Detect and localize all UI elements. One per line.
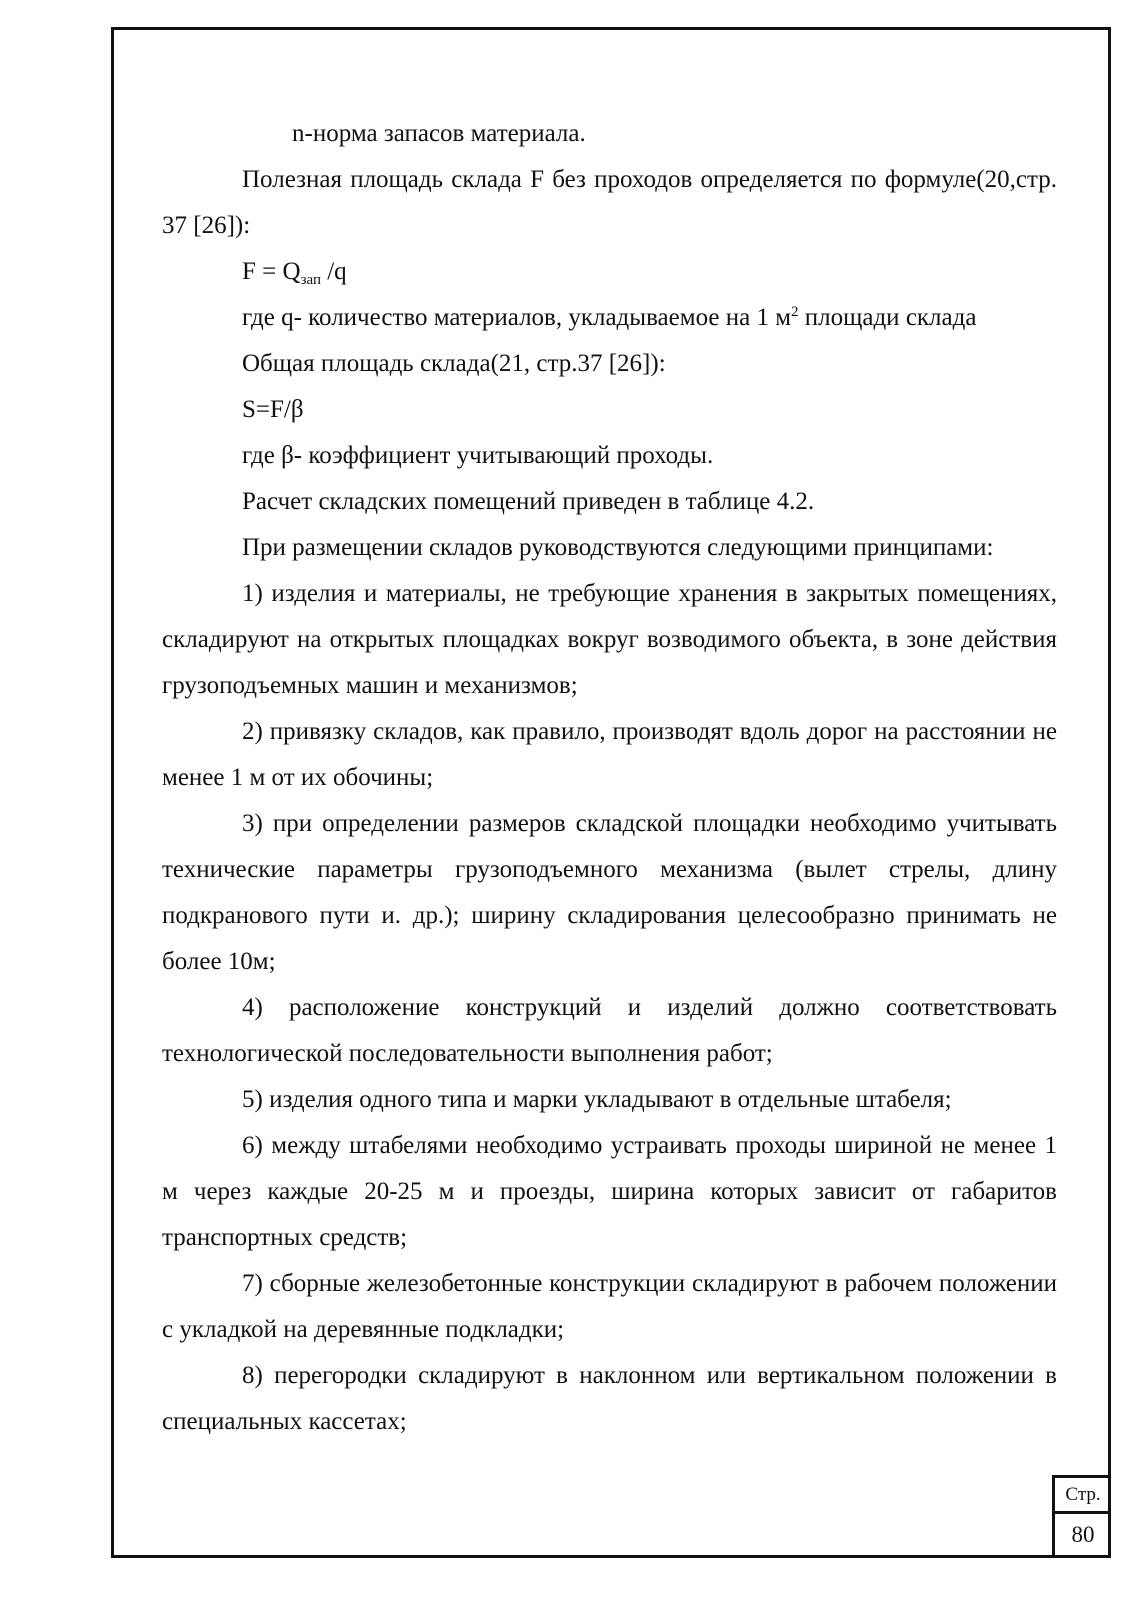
formula-text: /q — [320, 258, 347, 285]
paragraph: n-норма запасов материала. — [292, 120, 586, 147]
formula-subscript: зап — [300, 272, 321, 288]
list-item: 5) изделия одного типа и марки укладывают в отдельные штабеля; — [242, 1086, 952, 1113]
paragraph: где β- коэффициент учитывающий проходы. — [242, 442, 714, 469]
list-item: 2) привязку складов, как правило, производят вдоль дорог на расстоянии не менее 1 м от их обочины; — [162, 718, 1057, 791]
list-item: 4) расположение конструкций и изделий должно соответствовать технологической последовательности выполнения работ; — [162, 994, 1057, 1067]
paragraph: При размещении складов руководствуются следующими принципами: — [242, 534, 994, 561]
list-item: 6) между штабелями необходимо устраивать проходы шириной не менее 1 м через каждые 20-25 м и проезды, ширина которых зависит от габаритов транспортных средств; — [162, 1132, 1057, 1251]
paragraph — [162, 295, 1057, 341]
list-item: 7) сборные железобетонные конструкции складируют в рабочем положении с укладкой на деревянные подкладки; — [162, 1270, 1057, 1343]
paragraph: Расчет складских помещений приведен в таблице 4.2. — [242, 488, 815, 515]
paragraph: Общая площадь склада(21, стр.37 [26]): — [242, 350, 666, 377]
formula-total-area: S=F/β — [242, 396, 304, 423]
list-item: 3) при определении размеров складской площадки необходимо учитывать технические параметры грузоподъемного механизма (вылет стрелы, длину подкранового пути и. др.); ширину складирования целесообразно принимать не более 10м; — [162, 810, 1057, 975]
page-number: 80 — [1071, 1522, 1095, 1547]
list-item: 1) изделия и материалы, не требующие хранения в закрытых помещениях, складируют на открытых площадках вокруг возводимого объекта, в зоне действия грузоподъемных машин и механизмов; — [162, 580, 1057, 699]
page-number-stamp — [1052, 1475, 1111, 1558]
paragraph-text: площади склада — [798, 304, 977, 331]
paragraph: Полезная площадь склада F без проходов определяется по формуле(20,стр. 37 [26]): — [162, 166, 1057, 239]
paragraph-text: где q- количество материалов, укладываемое на 1 м — [242, 304, 792, 331]
list-item: 8) перегородки складируют в наклонном или вертикальном положении в специальных кассетах; — [162, 1362, 1057, 1435]
formula-area — [162, 249, 1057, 295]
page-label: Стр. — [1055, 1478, 1111, 1514]
superscript: 2 — [791, 304, 799, 320]
formula-text: F = Q — [242, 258, 301, 285]
document-body — [162, 111, 1057, 1445]
